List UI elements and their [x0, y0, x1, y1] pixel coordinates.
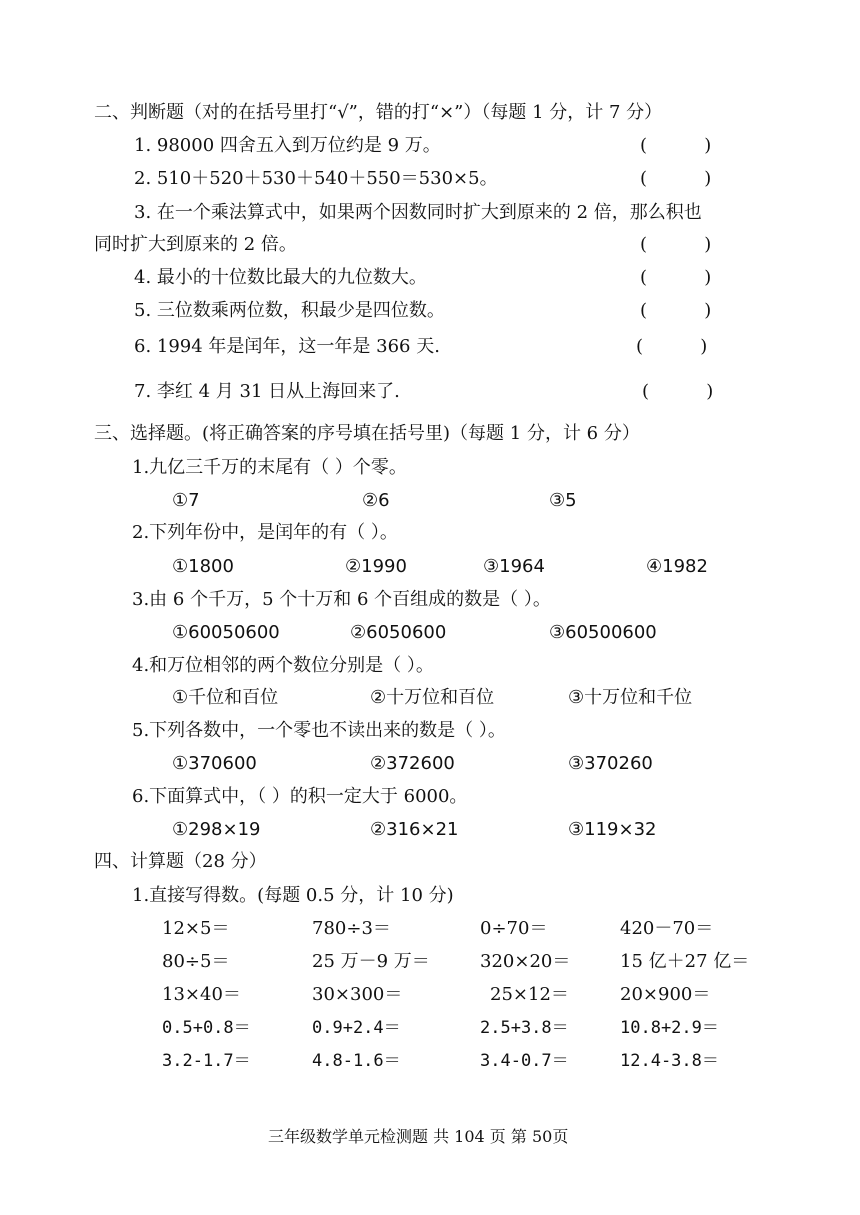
choice-q6-option-3[interactable]: ③119×32: [568, 819, 657, 840]
calc-item[interactable]: 2.5+3.8＝: [480, 1018, 569, 1038]
calc-item[interactable]: 0÷70＝: [480, 918, 548, 939]
judge-q2: 2. 510＋520＋530＋540＋550＝530×5。: [134, 168, 498, 189]
calc-item[interactable]: 12.4-3.8＝: [620, 1051, 719, 1071]
calc-item[interactable]: 13×40＝: [162, 984, 241, 1005]
calc-item[interactable]: 25×12＝: [490, 984, 569, 1005]
answer-blank-q6[interactable]: ( ): [636, 336, 708, 357]
judge-q7: 7. 李红 4 月 31 日从上海回来了.: [134, 381, 400, 402]
calc-item[interactable]: 30×300＝: [312, 984, 403, 1005]
calc-item[interactable]: 12×5＝: [162, 918, 230, 939]
choice-q6-option-1[interactable]: ①298×19: [172, 819, 261, 840]
calc-item[interactable]: 320×20＝: [480, 951, 571, 972]
choice-q5-option-3[interactable]: ③370260: [568, 753, 653, 774]
section-2-heading: 二、判断题（对的在括号里打“√”，错的打“×”）（每题 1 分，计 7 分）: [94, 102, 663, 123]
answer-blank-q3[interactable]: ( ): [640, 234, 712, 255]
answer-blank-q4[interactable]: ( ): [640, 267, 712, 288]
page-footer: 三年级数学单元检测题 共 104 页 第 50页: [268, 1127, 569, 1146]
choice-q1-option-1[interactable]: ①7: [172, 490, 200, 511]
judge-q1: 1. 98000 四舍五入到万位约是 9 万。: [134, 135, 441, 156]
calc-item[interactable]: 0.5+0.8＝: [162, 1018, 251, 1038]
choice-q3-option-1[interactable]: ①60050600: [172, 622, 280, 643]
choice-q1: 1.九亿三千万的末尾有（ ）个零。: [132, 457, 407, 478]
choice-q5-option-1[interactable]: ①370600: [172, 753, 257, 774]
choice-q5-option-2[interactable]: ②372600: [370, 753, 455, 774]
choice-q6-option-2[interactable]: ②316×21: [370, 819, 459, 840]
choice-q5: 5.下列各数中，一个零也不读出来的数是（ ）。: [132, 720, 506, 741]
calc-item[interactable]: 420－70＝: [620, 918, 714, 939]
choice-q2-option-3[interactable]: ③1964: [483, 556, 545, 577]
calc-item[interactable]: 15 亿＋27 亿＝: [620, 951, 750, 972]
choice-q2-option-2[interactable]: ②1990: [345, 556, 407, 577]
calc-item[interactable]: 3.2-1.7＝: [162, 1051, 251, 1071]
choice-q2-option-1[interactable]: ①1800: [172, 556, 234, 577]
section-4-heading: 四、计算题（28 分）: [94, 851, 267, 872]
calc-item[interactable]: 0.9+2.4＝: [312, 1018, 401, 1038]
calc-item[interactable]: 10.8+2.9＝: [620, 1018, 719, 1038]
choice-q1-option-2[interactable]: ②6: [362, 490, 390, 511]
calc-item[interactable]: 3.4-0.7＝: [480, 1051, 569, 1071]
choice-q4-option-2[interactable]: ②十万位和百位: [370, 687, 495, 708]
choice-q6: 6.下面算式中，（ ）的积一定大于 6000。: [132, 786, 468, 807]
judge-q3-line1: 3. 在一个乘法算式中，如果两个因数同时扩大到原来的 2 倍，那么积也: [134, 202, 702, 223]
calc-item[interactable]: 4.8-1.6＝: [312, 1051, 401, 1071]
answer-blank-q1[interactable]: ( ): [640, 135, 712, 156]
answer-blank-q7[interactable]: ( ): [642, 381, 714, 402]
choice-q4-option-1[interactable]: ①千位和百位: [172, 687, 279, 708]
choice-q2-option-4[interactable]: ④1982: [646, 556, 708, 577]
answer-blank-q5[interactable]: ( ): [640, 300, 712, 321]
section-3-heading: 三、选择题。(将正确答案的序号填在括号里)（每题 1 分，计 6 分）: [94, 423, 640, 444]
calc-sub1-heading: 1.直接写得数。(每题 0.5 分，计 10 分): [132, 885, 454, 906]
calc-item[interactable]: 80÷5＝: [162, 951, 230, 972]
calc-item[interactable]: 25 万－9 万＝: [312, 951, 430, 972]
judge-q6: 6. 1994 年是闰年，这一年是 366 天.: [134, 336, 440, 357]
choice-q4-option-3[interactable]: ③十万位和千位: [568, 687, 693, 708]
choice-q3-option-2[interactable]: ②6050600: [350, 622, 447, 643]
choice-q3: 3.由 6 个千万，5 个十万和 6 个百组成的数是（ ）。: [132, 589, 551, 610]
answer-blank-q2[interactable]: ( ): [640, 168, 712, 189]
judge-q3-line2: 同时扩大到原来的 2 倍。: [94, 234, 297, 255]
choice-q4: 4.和万位相邻的两个数位分别是（ ）。: [132, 655, 434, 676]
calc-item[interactable]: 20×900＝: [620, 984, 711, 1005]
choice-q1-option-3[interactable]: ③5: [549, 490, 577, 511]
choice-q3-option-3[interactable]: ③60500600: [549, 622, 657, 643]
calc-item[interactable]: 780÷3＝: [312, 918, 391, 939]
judge-q5: 5. 三位数乘两位数，积最少是四位数。: [134, 300, 445, 321]
judge-q4: 4. 最小的十位数比最大的九位数大。: [134, 267, 427, 288]
choice-q2: 2.下列年份中，是闰年的有（ ）。: [132, 522, 398, 543]
